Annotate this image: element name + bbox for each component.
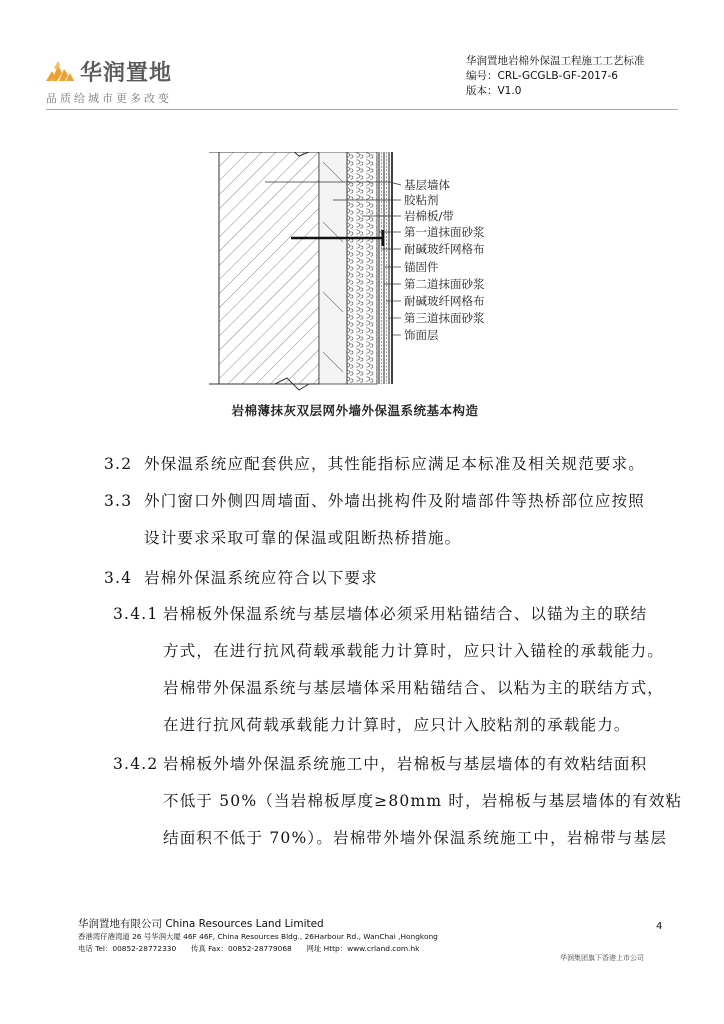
header-divider bbox=[46, 109, 678, 110]
diagram-label: 锚固件 bbox=[404, 260, 439, 274]
document-title: 华润置地岩棉外保温工程施工工艺标准 bbox=[466, 55, 645, 67]
paragraph-text: 外门窗口外侧四周墙面、外墙出挑构件及附墙部件等热桥部位应按照 bbox=[144, 492, 646, 510]
footer-address: 香港湾仔港湾道 26 号华润大厦 46F 46F, China Resources Bldg., 26Harbour Rd., WanChai ,Hongkong bbox=[78, 932, 438, 941]
base-wall-layer bbox=[219, 152, 319, 384]
section-number: 3.2 bbox=[104, 455, 133, 473]
paragraph-text: 设计要求采取可靠的保温或阻断热桥措施。 bbox=[144, 529, 462, 547]
paragraph-text: 岩棉板外保温系统与基层墙体必须采用粘锚结合、以锚为主的联结 bbox=[163, 605, 648, 623]
document-meta bbox=[466, 54, 645, 99]
footer-company: 华润置地有限公司 China Resources Land Limited bbox=[78, 918, 324, 930]
diagram-label: 胶粘剂 bbox=[404, 193, 439, 207]
brand-name: 华润置地 bbox=[80, 61, 173, 86]
paragraph-text: 方式，在进行抗风荷载承载能力计算时，应只计入锚栓的承载能力。 bbox=[163, 642, 665, 660]
paragraph-text: 结面积不低于 70%）。岩棉带外墙外保温系统施工中，岩棉带与基层 bbox=[163, 829, 668, 847]
diagram-label: 耐碱玻纤网格布 bbox=[404, 294, 485, 308]
diagram-label: 岩棉板/带 bbox=[404, 209, 454, 223]
footer bbox=[78, 917, 438, 954]
document-number: 编号：CRL-GCGLB-GF-2017-6 bbox=[466, 70, 618, 82]
diagram-label: 第二道抹面砂浆 bbox=[404, 277, 485, 291]
paragraph-text: 岩棉板外墙外保温系统施工中，岩棉板与基层墙体的有效粘结面积 bbox=[163, 755, 648, 773]
section-number: 3.4.2 bbox=[113, 755, 159, 773]
figure-caption: 岩棉薄抹灰双层网外墙外保温系统基本构造 bbox=[231, 403, 479, 418]
paragraph-3-2 bbox=[104, 452, 645, 474]
diagram-label: 基层墙体 bbox=[404, 178, 450, 192]
diagram-label: 饰面层 bbox=[404, 328, 439, 342]
diagram-label: 第三道抹面砂浆 bbox=[404, 311, 485, 325]
footer-contact: 电话 Tel：00852-28772330 传真 Fax：00852-28779068 网址 Http：www.crland.com.hk bbox=[78, 943, 420, 953]
section-number: 3.4.1 bbox=[113, 605, 159, 623]
document-version: 版本：V1.0 bbox=[466, 85, 522, 97]
rock-wool-layer bbox=[347, 152, 377, 384]
brand-slogan: 品质给城市更多改变 bbox=[46, 92, 172, 105]
paragraph-3-3 bbox=[104, 489, 645, 511]
page-number: 4 bbox=[656, 921, 663, 932]
paragraph-text: 岩棉外保温系统应符合以下要求 bbox=[144, 569, 378, 587]
group-note: 华润集团旗下香港上市公司 bbox=[560, 954, 644, 962]
paragraph-3-4-1 bbox=[113, 602, 647, 624]
paragraph-text: 岩棉带外保温系统与基层墙体采用粘锚结合、以粘为主的联结方式， bbox=[163, 679, 665, 697]
paragraph-text: 外保温系统应配套供应，其性能指标应满足本标准及相关规范要求。 bbox=[144, 455, 646, 473]
paragraph-3-4 bbox=[104, 566, 378, 588]
adhesive-layer bbox=[319, 152, 347, 384]
paragraph-text: 不低于 50%（当岩棉板厚度≥80mm 时，岩棉板与基层墙体的有效粘 bbox=[163, 792, 683, 810]
section-number: 3.4 bbox=[104, 569, 133, 587]
paragraph-3-4-2 bbox=[113, 752, 647, 774]
brand-logo-icon bbox=[46, 59, 74, 83]
paragraph-text: 在进行抗风荷载承载能力计算时，应只计入胶粘剂的承载能力。 bbox=[163, 716, 631, 734]
section-number: 3.3 bbox=[104, 492, 133, 510]
diagram-label: 耐碱玻纤网格布 bbox=[404, 242, 485, 256]
insulation-system-diagram bbox=[205, 152, 505, 392]
diagram-label: 第一道抹面砂浆 bbox=[404, 225, 485, 239]
